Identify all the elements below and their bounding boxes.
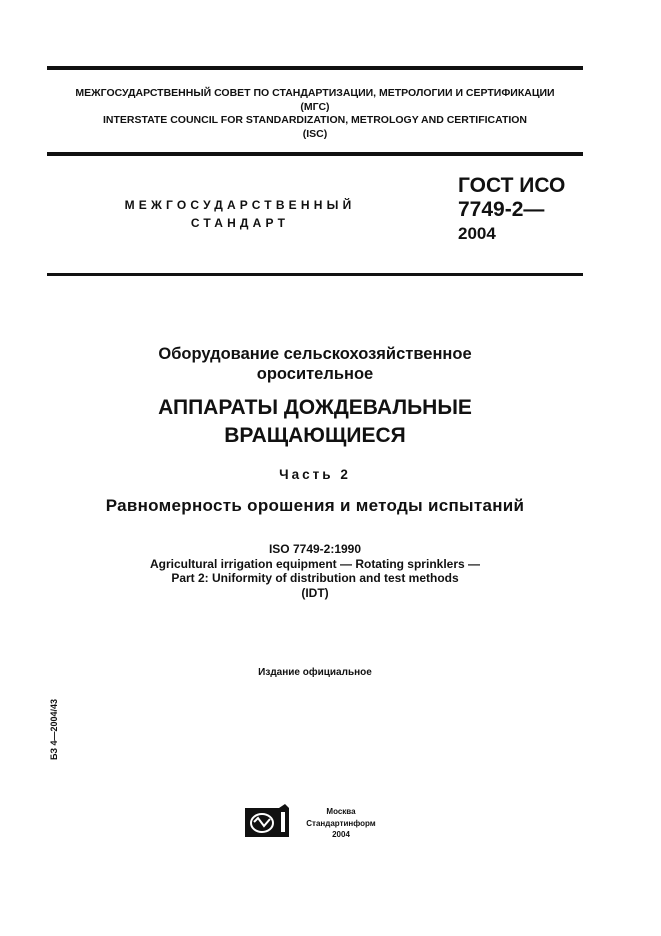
iso-title-line2: Part 2: Uniformity of distribution and test methods xyxy=(171,571,459,585)
council-abbr-ru: (МГС) xyxy=(300,100,330,113)
iso-reference xyxy=(47,542,583,600)
title-subtitle-line2: оросительное xyxy=(256,365,374,383)
standard-type-line2: СТАНДАРТ xyxy=(190,216,290,230)
standartinform-logo-icon xyxy=(245,804,289,839)
title-subtitle xyxy=(47,344,583,384)
council-name-en: INTERSTATE COUNCIL FOR STANDARDIZATION, METROLOGY AND CERTIFICATION xyxy=(102,114,528,126)
title-subtitle-line1: Оборудование сельскохозяйственное xyxy=(158,345,472,363)
council-name-ru: МЕЖГОСУДАРСТВЕННЫЙ СОВЕТ ПО СТАНДАРТИЗАЦИИ, МЕТРОЛОГИИ И СЕРТИФИКАЦИИ xyxy=(75,87,555,99)
publisher xyxy=(296,806,386,841)
publisher-year: 2004 xyxy=(332,830,350,839)
edition-label: Издание официальное xyxy=(258,667,372,678)
iso-title-line1: Agricultural irrigation equipment — Rotating sprinklers — xyxy=(149,556,481,571)
gost-prefix: ГОСТ ИСО xyxy=(458,174,566,197)
standard-type-line1: МЕЖГОСУДАРСТВЕННЫЙ xyxy=(124,198,356,212)
standard-type xyxy=(100,196,380,232)
part-label: Часть 2 xyxy=(279,467,351,482)
gost-number: 7749-2— xyxy=(458,198,545,221)
council-header xyxy=(47,87,583,141)
publisher-city: Москва xyxy=(326,807,356,816)
title-main xyxy=(47,394,583,450)
publisher-name: Стандартинформ xyxy=(306,818,376,828)
iso-ref: ISO 7749-2:1990 xyxy=(268,542,362,556)
title-main-line1: АППАРАТЫ ДОЖДЕВАЛЬНЫЕ xyxy=(158,396,472,419)
designation-rule xyxy=(47,273,583,276)
council-abbr-en: (ISC) xyxy=(302,127,328,140)
header-rule xyxy=(47,152,583,156)
side-code: БЗ 4—2004/43 xyxy=(49,698,59,760)
part-title: Равномерность орошения и методы испытаний xyxy=(105,496,525,515)
iso-equivalence: (IDT) xyxy=(301,585,329,600)
title-main-line2: ВРАЩАЮЩИЕСЯ xyxy=(224,424,406,447)
top-rule xyxy=(47,66,583,70)
gost-year: 2004 xyxy=(458,224,496,243)
gost-designation xyxy=(458,174,565,246)
